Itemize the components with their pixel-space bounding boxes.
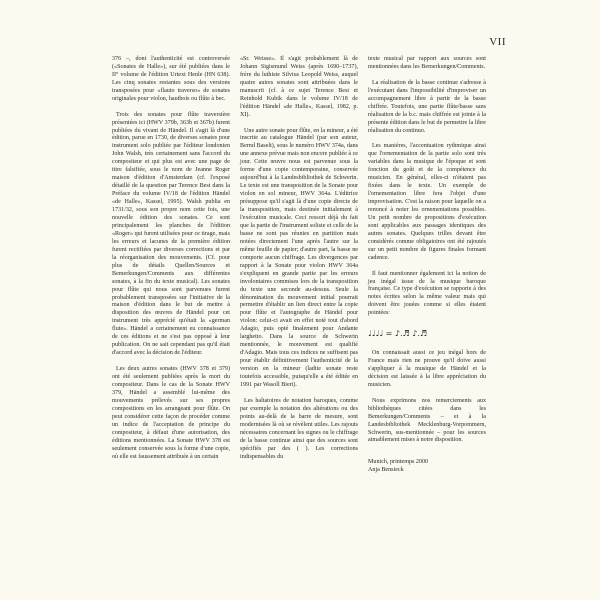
paragraph: Trois des sonates pour flûte traversière présentées ici (HWV 379b, 363b et 367b) furent publiées du vivant de Händel. Il s'agit là d'une édition, parue en 1730, de diverses sonates pour instrument solo publiée par l'éditeur londonien John Walsh, très certainement sans l'accord du compositeur et qui plus est avec une page de titre falsifiée, sous le nom de Jeanne Roger maison d'édition d'Amsterdam (cf. l'exposé détaillé de la question par Terence Best dans la Préface du volume IV/18 de l'édition Händel «de Halle», Kassel, 1995). Walsh publia en 1731/32, sous son propre nom cette fois, une nouvelle édition des sonates. Ce sont principalement les planches de l'édition «Roger» qui furent utilisées pour ce tirage, mais les erreurs et lacunes de la première édition furent rectifiées par diverses corrections et par la réorganisation des mouvements. (Cf. pour plus de détails Quellen/Sources et Bemerkungen/Comments aux différentes sonates, à la fin du texte musical). Les sonates pour flûte qui nous sont parvenues furent probablement transposées sur l'initiative de la maison d'édition dans le but de mettre à disposition des œuvres de Händel pour cet instrument très apprécié qu'était la «german flute». Händel a certainement eu connaissance de ces éditions et ne s'est pas opposé à leur publication. On ne sait cependant pas qu'il était d'accord avec la décision de l'éditeur. [112,111,230,357]
paragraph: Il faut mentionner également ici la notion de jeu inégal issue de la musique baroque française. Ce type d'exécution se rapporte à des notes écrites selon la même valeur mais qui doivent être jouées comme si elles étaient pointées: [368,270,486,317]
paragraph: La réalisation de la basse continue s'adresse à l'exécutant dans l'impossibilité d'improviser un accompagnement libre à partir de la basse chiffrée. Toutefois, une partie flûte/basse sans réalisation de la b.c. mais chiffrée est jointe à la présente édition dans le but de permettre la libre réalisation du continuo. [368,79,486,134]
signature-block [368,459,486,475]
music-notation-example [368,326,486,342]
paragraph: Nous exprimons nos remerciements aux bibliothèques citées dans les Bemerkungen/Comments – et à la Landesbibliothek Mecklenburg-Vorpommern, Schwerin, sus-mentionnée – pour les sources aimablement mises à notre disposition. [368,397,486,444]
text-column-2 [240,56,358,469]
notation-glyphs: ♩♩♩♩ = ♪.♬ ♪.♬ [368,329,428,339]
paragraph: texte musical par rapport aux sources sont mentionnées dans les Bemerkungen/Comments. [368,56,486,70]
paragraph: Une autre sonate pour flûte, en la mineur, a été inscrite au catalogue Händel (par son auteur, Bernd Baselt), sous le numéro HWV 374a, dans une annexe prévue mais non encore publiée à ce jour. Cette œuvre nous est parvenue sous la forme d'une copie contemporaine, conservée aujourd'hui à la Landesbibliothek de Schwerin. Le texte est une transposition de la Sonate pour violon en sol mineur, HWV 364a. L'éditrice présuppose qu'il s'agit là d'une copie directe de la transposition, mais destinée initialement à l'exécution musicale. Ceci ressort déjà du fait que la partie de l'instrument soliste et celle de la basse ne sont pas réunies en partition mais notées directement l'une après l'autre sur la même feuille de papier; d'autre part, la basse ne comporte aucun chiffrage. Les divergences par rapport à la Sonate pour violon HWV 364a s'expliquent en grande partie par les erreurs involontaires commises lors de la transposition du texte une seconde au-dessus. Seule la dénomination du mouvement initial pourrait permettre d'établir un lien direct entre la copie pour flûte et l'autographe de Händel pour violon: celui-ci avait en effet noté tout d'abord Adagio, puis opté finalement pour Andante larghetto. Dans la source de Schwerin mentionnée, le mouvement est qualifié d'Adagio. Mais tous ces indices ne suffisent pas pour établir définitivement l'authenticité de la version en la mineur (ladite sonate reste toutefois accessible, puisqu'elle a été éditée en 1991 par Wasoll Bieri). [240,127,358,389]
signature-place-date: Munich, printemps 2000 [368,459,429,466]
paragraph: «Sr. Weisse». Il s'agit probablement là de Johann Sigismund Weiss (après 1690–1737), frère du luthiste Silvius Leopold Weiss, auquel quatre autres sonates sont attribuées dans le manuscrit (cf. à ce sujet Terence Best et Reinhold Kubik dans le volume IV/18 de l'édition Händel «de Halle», Kassel, 1982, p. XI). [240,56,358,118]
paragraph: Les manières, l'accentuation rythmique ainsi que l'ornementation de la partie solo sont très variables dans la musique de l'époque et sont fonction du goût et de la compétence du musicien. En général, elles-ci n'étaient pas fixées dans le texte. Un exemple de l'ornementation libre fera l'objet d'une improvisation. C'est la raison pour laquelle on a renoncé à noter les ornementations possibles. Un petit nombre de propositions d'exécution sont applicables aux passages identiques des autres sonates. Quelques trilles devant être considérés comme obligatoires ont été rajoutés sur un petit nombre de figures finales formant cadence. [368,143,486,261]
paragraph: Les haltatoires de notation baroques, comme par exemple la notation des altérations ou des points au-delà de la barre de mesure, sont modernisées là où se révèlent utiles. Les rajouts nécessaires concernant les signes ou le chiffrage de la basse continue ainsi que des sources sont spécifiés par des ( ). Les corrections indispensables du [240,397,358,460]
text-column-1 [112,56,230,469]
paragraph: 376 –, dont l'authenticité est controversée («Sonates de Halle»), sur été publiées dans le II° volume de l'édition Urtext Henle (HN 638). Les cinq sonates restantes sous des versions transposées pour «flauto traverso» de sonates originales pour violon, hautbois ou flûte à bec. [112,56,230,102]
page-number: VII [489,36,506,48]
text-column-3 [368,56,486,475]
paragraph: On connaissait aussi ce jeu inégal hors de France mais rien ne prouve qu'il doive aussi s'appliquer à la musique de Händel et la décision est laissée à la libre appréciation du musicien. [368,350,486,388]
paragraph: Les deux autres sonates (HWV 378 et 379) ont été seulement publiées après la mort du compositeur. Dans le cas de la Sonate HWV 379, Händel a assemblé lui-même des mouvements prélevés sur ses propres compositions en les arrangeant pour flûte. On peut considérer cette façon de procéder comme un indice de l'acceptation de principe du compositeur, à défaut d'une autorisation, des éditions mentionnées. La Sonate HWV 378 est seulement conservée sous la forme d'une copie, où elle est faussement attribuée à un certain [112,366,230,460]
signature-author: Anja Bensieck [368,467,404,474]
